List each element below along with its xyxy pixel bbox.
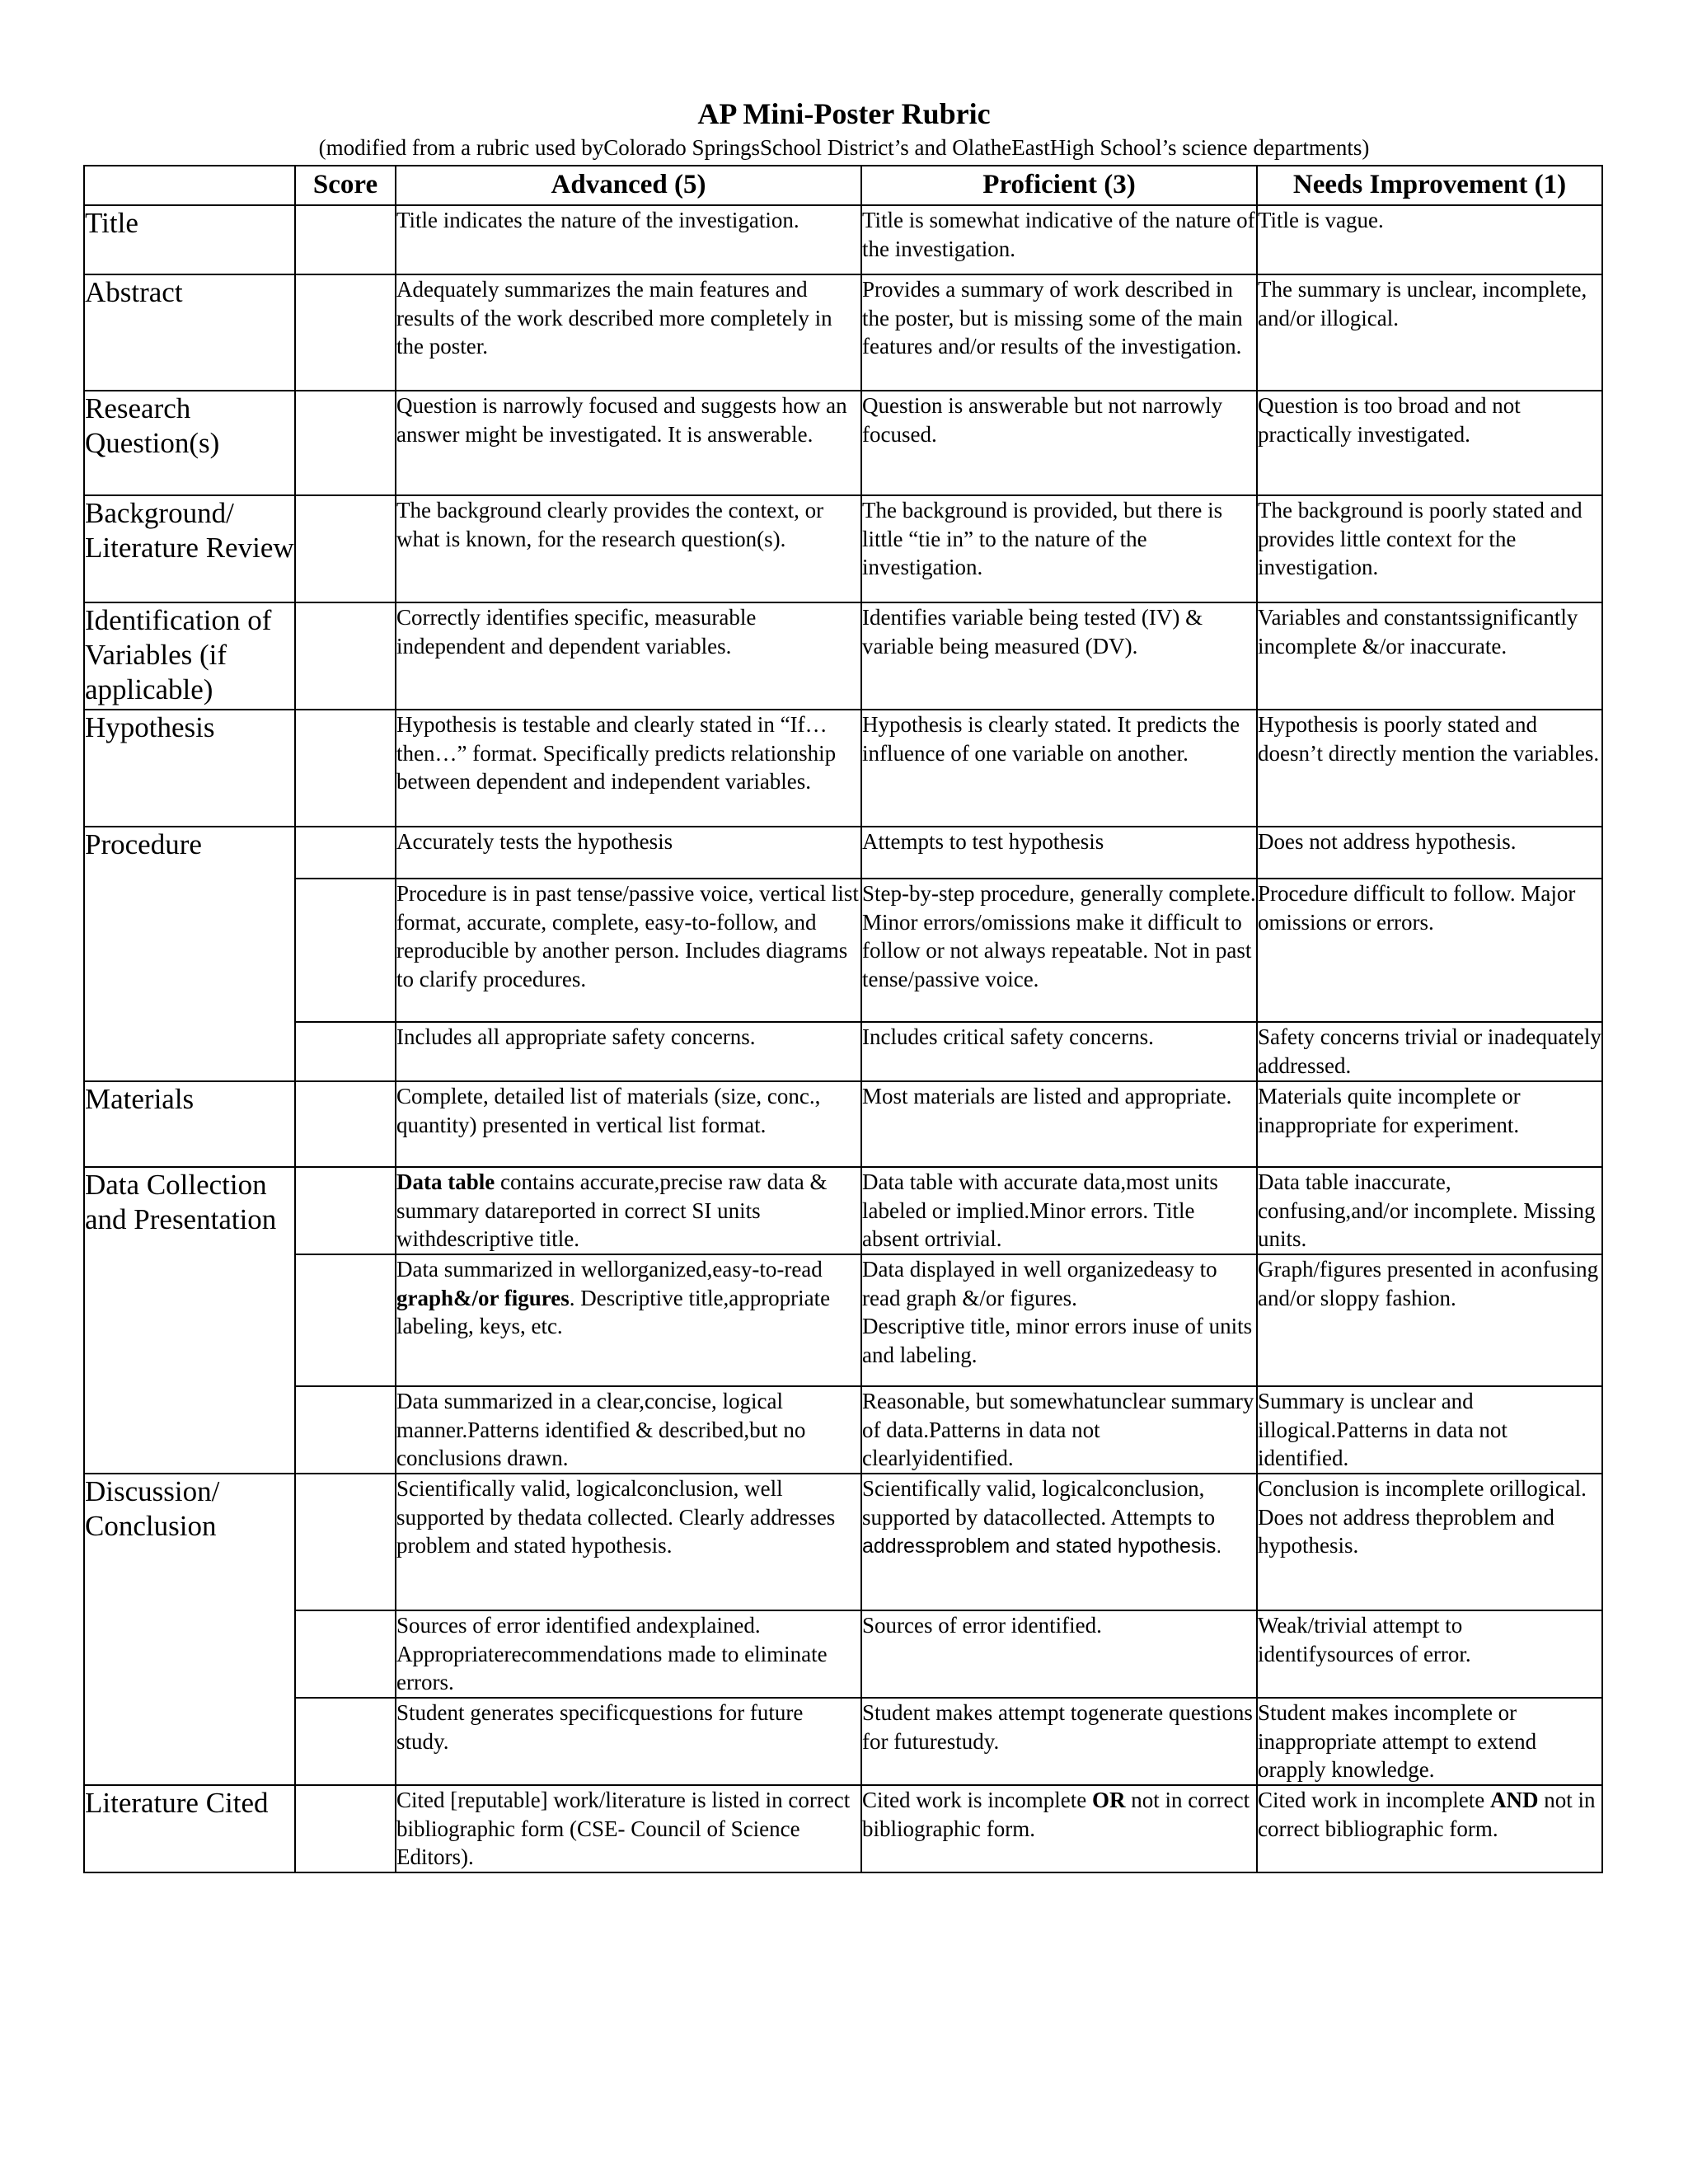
proficient-cell: Attempts to test hypothesis — [861, 827, 1257, 879]
criterion-hypothesis: Hypothesis — [84, 710, 295, 827]
table-row — [84, 1167, 1602, 1254]
table-row — [84, 602, 1602, 710]
criterion-title: Title — [84, 205, 295, 274]
advanced-cell: Cited [reputable] work/literature is listed in correct bibliographic form (CSE- Council of Science Editors). — [396, 1785, 861, 1872]
bold-text: AND — [1489, 1788, 1539, 1812]
needs-improvement-cell: Does not address hypothesis. — [1257, 827, 1602, 879]
needs-improvement-cell: Conclusion is incomplete orillogical. Does not address theproblem and hypothesis. — [1257, 1474, 1602, 1610]
proficient-cell: The background is provided, but there is little “tie in” to the nature of the investigation. — [861, 495, 1257, 602]
criterion-variables: Identification of Variables (if applicable) — [84, 602, 295, 710]
proficient-cell: Reasonable, but somewhatunclear summary of data.Patterns in data not clearlyidentified. — [861, 1386, 1257, 1474]
criterion-literature-cited: Literature Cited — [84, 1785, 295, 1872]
score-cell[interactable] — [295, 602, 396, 710]
advanced-cell: Data summarized in a clear,concise, logical manner.Patterns identified & described,but no conclusions drawn. — [396, 1386, 861, 1474]
proficient-cell — [861, 1474, 1257, 1610]
proficient-cell: Hypothesis is clearly stated. It predicts the influence of one variable on another. — [861, 710, 1257, 827]
proficient-cell: Title is somewhat indicative of the nature of the investigation. — [861, 205, 1257, 274]
score-cell[interactable] — [295, 274, 396, 391]
cell-text: Data displayed in well organizedeasy to read graph &/or figures. — [862, 1257, 1217, 1310]
table-row — [84, 1610, 1602, 1698]
cell-text: not in correct bibliographic form. — [1258, 1788, 1596, 1841]
advanced-cell: Scientifically valid, logicalconclusion, well supported by thedata collected. Clearly addresses problem and stated hypothesis. — [396, 1474, 861, 1610]
advanced-cell: Question is narrowly focused and suggests how an answer might be investigated. It is answerable. — [396, 391, 861, 495]
advanced-cell: Complete, detailed list of materials (size, conc., quantity) presented in vertical list format. — [396, 1081, 861, 1167]
cell-text: contains accurate,precise raw data & summary datareported in correct SI units withdescriptive title. — [396, 1169, 828, 1251]
score-cell[interactable] — [295, 1254, 396, 1386]
score-cell[interactable] — [295, 205, 396, 274]
bold-text: graph&/or figures — [396, 1285, 570, 1310]
score-cell[interactable] — [295, 827, 396, 879]
advanced-cell — [396, 1167, 861, 1254]
proficient-cell: Data table with accurate data,most units labeled or implied.Minor errors. Title absent ortrivial. — [861, 1167, 1257, 1254]
score-cell[interactable] — [295, 391, 396, 495]
proficient-cell: Provides a summary of work described in the poster, but is missing some of the main features and/or results of the investigation. — [861, 274, 1257, 391]
table-row — [84, 1254, 1602, 1386]
needs-improvement-cell: Title is vague. — [1257, 205, 1602, 274]
criterion-header — [84, 166, 295, 205]
bold-text: Data table — [396, 1169, 495, 1194]
advanced-cell: Title indicates the nature of the investigation. — [396, 205, 861, 274]
proficient-cell: Student makes attempt togenerate questions for futurestudy. — [861, 1698, 1257, 1785]
criterion-research-question: Research Question(s) — [84, 391, 295, 495]
bold-text: OR — [1091, 1788, 1126, 1812]
advanced-cell: Correctly identifies specific, measurable independent and dependent variables. — [396, 602, 861, 710]
table-row — [84, 1386, 1602, 1474]
criterion-background: Background/ Literature Review — [84, 495, 295, 602]
document-title: AP Mini-Poster Rubric — [697, 97, 991, 130]
table-row — [84, 1698, 1602, 1785]
advanced-cell: Procedure is in past tense/passive voice, vertical list format, accurate, complete, easy-to-follow, and reproducible by another person. Includes diagrams to clarify procedures. — [396, 879, 861, 1022]
cell-text: not in correct bibliographic form. — [862, 1788, 1250, 1841]
advanced-cell: Adequately summarizes the main features and results of the work described more completely in the poster. — [396, 274, 861, 391]
rubric-table — [83, 165, 1603, 1873]
table-row — [84, 1474, 1602, 1610]
table-row — [84, 879, 1602, 1022]
cell-text: Scientifically valid, logicalconclusion, supported by datacollected. Attempts to — [862, 1476, 1216, 1530]
document-subtitle: (modified from a rubric used byColorado SpringsSchool District’s and OlatheEastHigh School’s science departments) — [318, 135, 1370, 160]
needs-improvement-cell: Data table inaccurate, confusing,and/or incomplete. Missing units. — [1257, 1167, 1602, 1254]
score-header: Score — [295, 166, 396, 205]
proficient-header: Proficient (3) — [861, 166, 1257, 205]
advanced-cell: Includes all appropriate safety concerns. — [396, 1022, 861, 1081]
needs-improvement-cell: Graph/figures presented in aconfusing and/or sloppy fashion. — [1257, 1254, 1602, 1386]
score-cell[interactable] — [295, 495, 396, 602]
score-cell[interactable] — [295, 1785, 396, 1872]
proficient-cell: Question is answerable but not narrowly focused. — [861, 391, 1257, 495]
score-cell[interactable] — [295, 1167, 396, 1254]
score-cell[interactable] — [295, 1386, 396, 1474]
score-cell[interactable] — [295, 1610, 396, 1698]
score-cell[interactable] — [295, 1081, 396, 1167]
proficient-cell — [861, 1785, 1257, 1872]
criterion-data-collection: Data Collection and Presentation — [84, 1167, 295, 1474]
proficient-cell: Sources of error identified. — [861, 1610, 1257, 1698]
cell-text: Data summarized in wellorganized,easy-to-read — [396, 1257, 823, 1282]
needs-improvement-cell: Hypothesis is poorly stated and doesn’t directly mention the variables. — [1257, 710, 1602, 827]
advanced-cell: Hypothesis is testable and clearly stated in “If… then…” format. Specifically predicts relationship between dependent and independent variables. — [396, 710, 861, 827]
needs-improvement-cell: Question is too broad and not practically investigated. — [1257, 391, 1602, 495]
table-row — [84, 274, 1602, 391]
table-row — [84, 1022, 1602, 1081]
criterion-abstract: Abstract — [84, 274, 295, 391]
cell-text: . Descriptive title,appropriate labeling, keys, etc. — [396, 1285, 831, 1338]
score-cell[interactable] — [295, 879, 396, 1022]
advanced-cell: Student generates specificquestions for future study. — [396, 1698, 861, 1785]
score-cell[interactable] — [295, 1022, 396, 1081]
needs-improvement-cell: Student makes incomplete or inappropriate attempt to extend orapply knowledge. — [1257, 1698, 1602, 1785]
proficient-cell: Most materials are listed and appropriate. — [861, 1081, 1257, 1167]
table-row — [84, 710, 1602, 827]
table-row — [84, 495, 1602, 602]
needs-improvement-cell — [1257, 1785, 1602, 1872]
advanced-cell: Accurately tests the hypothesis — [396, 827, 861, 879]
criterion-discussion: Discussion/ Conclusion — [84, 1474, 295, 1785]
proficient-cell: Includes critical safety concerns. — [861, 1022, 1257, 1081]
needs-improvement-cell: Summary is unclear and illogical.Patterns in data not identified. — [1257, 1386, 1602, 1474]
needs-improvement-cell: Materials quite incomplete or inappropriate for experiment. — [1257, 1081, 1602, 1167]
proficient-cell: Identifies variable being tested (IV) & variable being measured (DV). — [861, 602, 1257, 710]
needs-improvement-cell: The summary is unclear, incomplete, and/or illogical. — [1257, 274, 1602, 391]
cell-text: Cited work in incomplete — [1258, 1788, 1490, 1812]
advanced-cell: Sources of error identified andexplained. Appropriaterecommendations made to eliminate errors. — [396, 1610, 861, 1698]
score-cell[interactable] — [295, 1698, 396, 1785]
table-row — [84, 827, 1602, 879]
proficient-cell: Step-by-step procedure, generally complete. Minor errors/omissions make it difficult to follow or not always repeatable. Not in past tense/passive voice. — [861, 879, 1257, 1022]
criterion-materials: Materials — [84, 1081, 295, 1167]
cell-text: Descriptive title, minor errors inuse of units and labeling. — [862, 1314, 1253, 1367]
advanced-cell: The background clearly provides the context, or what is known, for the research question(s). — [396, 495, 861, 602]
needs-improvement-cell: The background is poorly stated and provides little context for the investigation. — [1257, 495, 1602, 602]
table-row — [84, 1785, 1602, 1872]
needs-improvement-cell: Safety concerns trivial or inadequately addressed. — [1257, 1022, 1602, 1081]
needs-improvement-cell: Procedure difficult to follow. Major omissions or errors. — [1257, 879, 1602, 1022]
needs-improvement-cell: Variables and constantssignificantly incomplete &/or inaccurate. — [1257, 602, 1602, 710]
header-row — [84, 166, 1602, 205]
table-row — [84, 391, 1602, 495]
cell-text-sans: addressproblem and stated hypothesis. — [862, 1535, 1222, 1558]
score-cell[interactable] — [295, 1474, 396, 1610]
needs-improvement-cell: Weak/trivial attempt to identifysources of error. — [1257, 1610, 1602, 1698]
proficient-cell — [861, 1254, 1257, 1386]
advanced-cell — [396, 1254, 861, 1386]
table-row — [84, 1081, 1602, 1167]
score-cell[interactable] — [295, 710, 396, 827]
advanced-header: Advanced (5) — [396, 166, 861, 205]
table-row — [84, 205, 1602, 274]
cell-text: Cited work is incomplete — [862, 1788, 1092, 1812]
needs-improvement-header: Needs Improvement (1) — [1257, 166, 1602, 205]
criterion-procedure: Procedure — [84, 827, 295, 1081]
